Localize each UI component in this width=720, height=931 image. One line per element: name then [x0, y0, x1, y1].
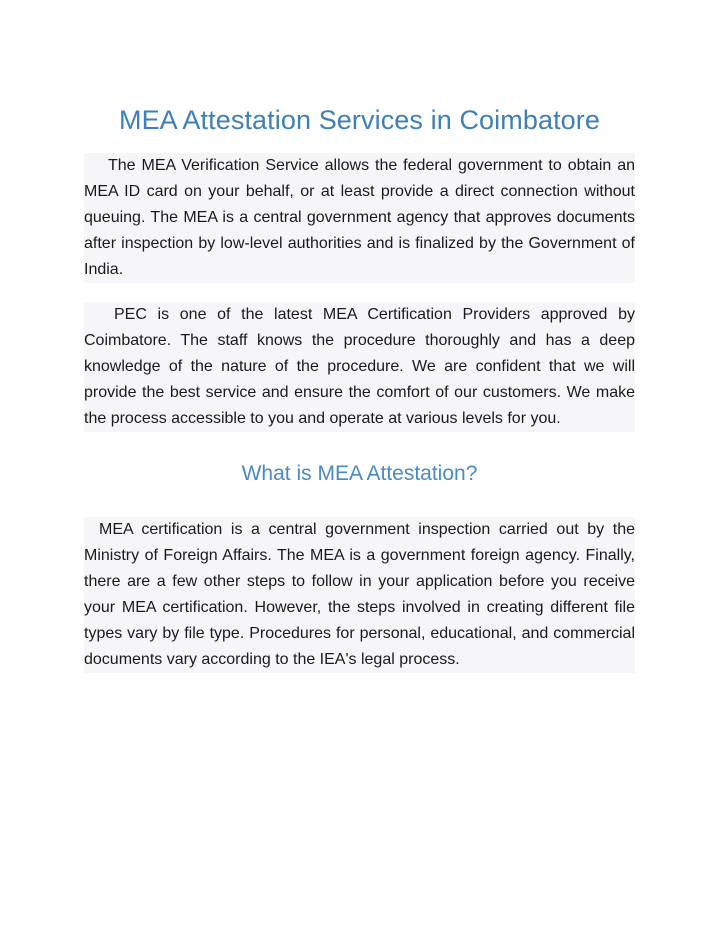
document-page: [84, 100, 635, 673]
page-title: MEA Attestation Services in Coimbatore: [118, 105, 601, 135]
paragraph-definition: [84, 517, 635, 673]
paragraph-definition-text: MEA certification is a central government inspection carried out by the Ministry of Foreign Affairs. The MEA is a government foreign agency. Finally, there are a few other steps to follow in your application before you receive your MEA certification. However, the steps involved in creating different file types vary by file type. Procedures for personal, educational, and commercial documents vary according to the IEA's legal process.: [84, 521, 635, 668]
section-heading: What is MEA Attestation?: [241, 462, 478, 485]
paragraph-pec-text: PEC is one of the latest MEA Certification Providers approved by Coimbatore. The staff knows the procedure thoroughly and has a deep knowledge of the nature of the procedure. We are confident that we will provide the best service and ensure the comfort of our customers. We make the process accessible to you and operate at various levels for you.: [84, 306, 635, 427]
paragraph-intro-text: The MEA Verification Service allows the federal government to obtain an MEA ID card on your behalf, or at least provide a direct connection without queuing. The MEA is a central government agency that approves documents after inspection by low-level authorities and is finalized by the Government of India.: [84, 157, 635, 278]
paragraph-pec: [84, 302, 635, 432]
paragraph-intro: [84, 153, 635, 283]
subheading-wrap: [84, 459, 635, 489]
